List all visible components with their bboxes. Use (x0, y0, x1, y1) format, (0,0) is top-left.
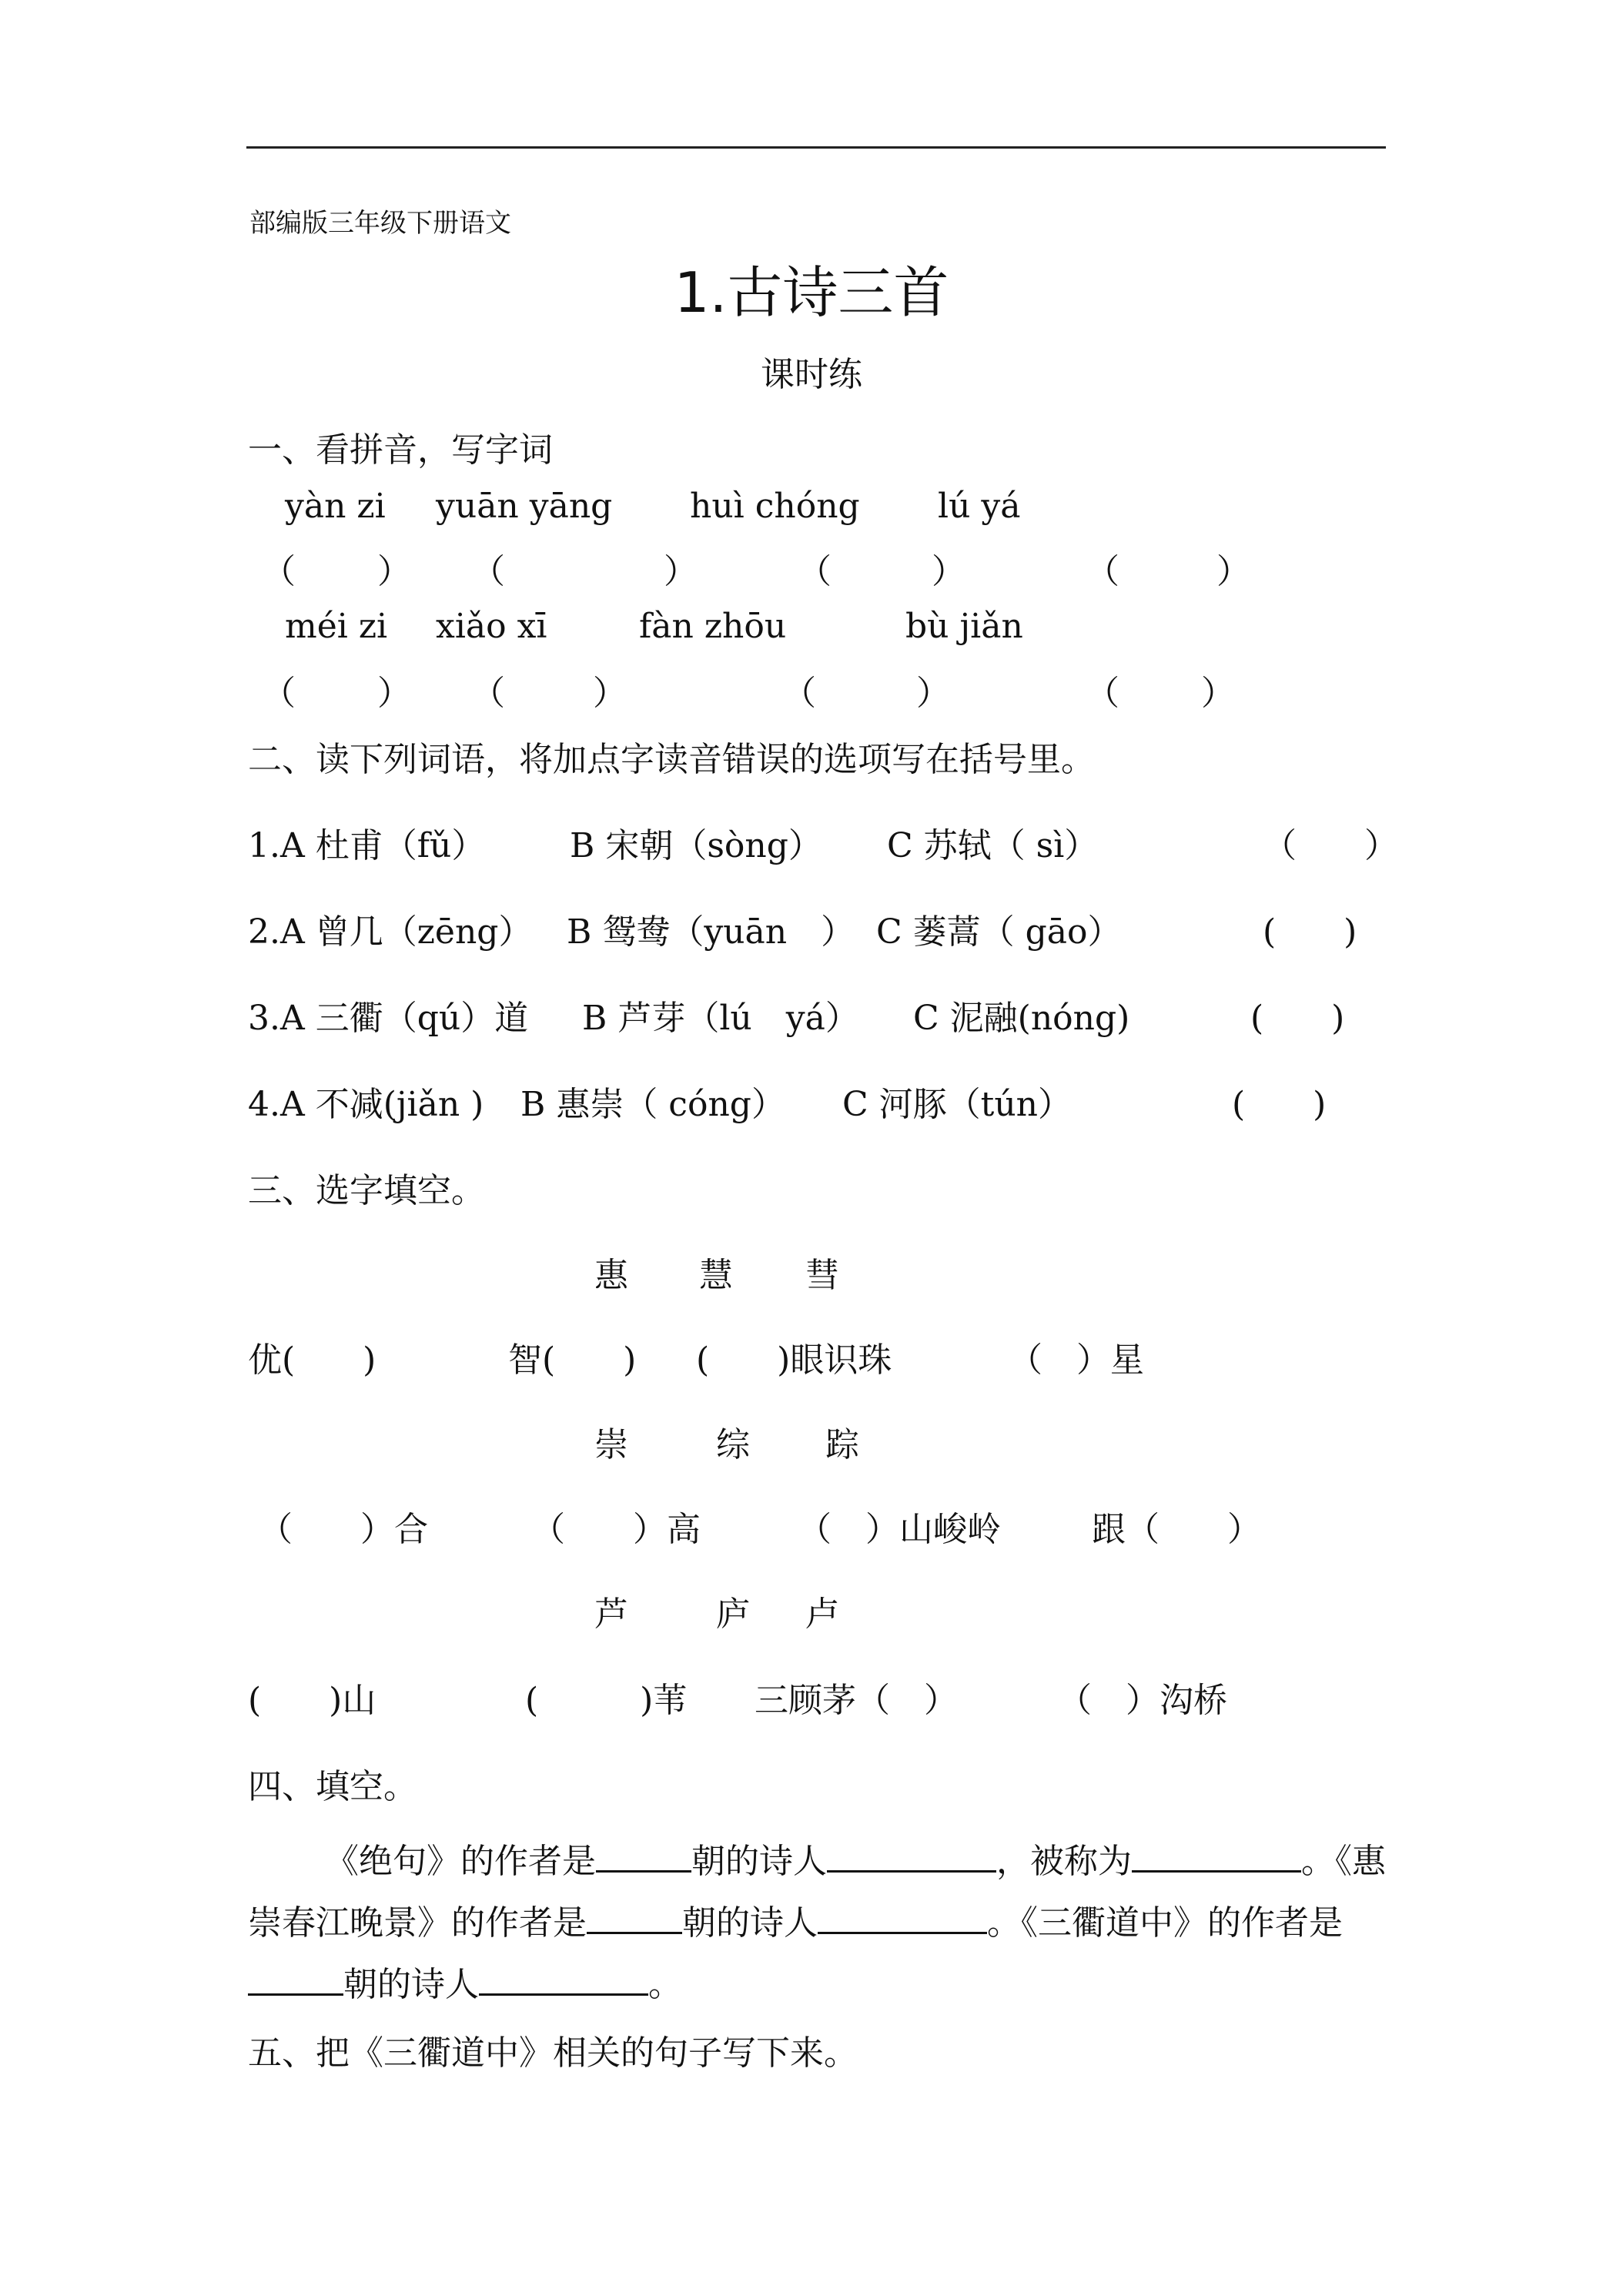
pinyin-item: bù jiǎn (905, 607, 1023, 646)
question-option: 3.A 三衢（qú）道 (248, 999, 529, 1038)
section1-heading: 一、看拼音，写字词 (248, 430, 553, 470)
question-option: B 宋朝（sòng） (570, 826, 822, 865)
answer-paren-close: ） (377, 674, 411, 713)
fill-item: ( )苇 (525, 1681, 688, 1720)
fill-item: 智( ) (508, 1340, 637, 1380)
section4-heading: 四、填空。 (248, 1767, 417, 1806)
fill-text: 朝的诗人 (682, 1903, 818, 1943)
top-rule (246, 146, 1386, 149)
answer-paren-open: （ (262, 552, 296, 591)
answer-paren-close: ） (664, 552, 698, 591)
answer-paren-open: （ (1086, 552, 1119, 591)
question-option: B 芦芽（lú yá） (582, 999, 859, 1038)
answer-blank[interactable] (827, 1839, 996, 1873)
choice-char: 崇 (594, 1425, 628, 1464)
answer-paren-open: （ (262, 674, 296, 713)
fill-text: ，被称为 (996, 1842, 1132, 1881)
section5-heading: 五、把《三衢道中》相关的句子写下来。 (248, 2033, 858, 2073)
answer-blank[interactable] (587, 1901, 682, 1934)
fill-text: 《绝句》的作者是 (325, 1842, 596, 1881)
answer-blank[interactable] (479, 1963, 648, 1996)
answer-paren-open: （ (798, 552, 832, 591)
answer-paren-close: ） (377, 552, 411, 591)
fill-item: 跟（ ） (1092, 1510, 1261, 1549)
answer-paren-open: （ (471, 674, 505, 713)
question-option: C 泥融(nóng) (913, 999, 1130, 1038)
answer-blank[interactable] (818, 1901, 987, 1934)
fill-text: 。《惠崇春江晚景》的作者是 (248, 1842, 1386, 1943)
fill-item: 三顾茅（ ） (755, 1681, 958, 1720)
pinyin-item: yàn zi (285, 487, 386, 526)
question-option: 4.A 不减(jiǎn ) (248, 1085, 484, 1124)
pinyin-item: fàn zhōu (639, 607, 787, 646)
section3-heading: 三、选字填空。 (248, 1171, 485, 1210)
choice-char: 踪 (825, 1425, 859, 1464)
answer-paren: ( ) (1250, 999, 1345, 1038)
choice-char: 庐 (716, 1595, 750, 1634)
answer-paren-open: （ (1086, 674, 1119, 713)
fill-text: 。 (648, 1965, 682, 2004)
answer-paren-open: （ (471, 552, 505, 591)
fill-item: （ ）合 (259, 1510, 428, 1549)
fill-item: 优( ) (248, 1340, 376, 1380)
question-option: B 鸳鸯（yuān ） (567, 912, 855, 952)
answer-paren-close: ） (1201, 674, 1235, 713)
section2-heading: 二、读下列词语，将加点字读音错误的选项写在括号里。 (248, 740, 1095, 779)
page-title: 1.古诗三首 (674, 260, 949, 325)
choice-char: 芦 (594, 1595, 628, 1634)
answer-blank[interactable] (248, 1963, 343, 1996)
question-option: B 惠崇（ cóng） (520, 1085, 785, 1124)
answer-paren-open: （ (782, 674, 816, 713)
answer-paren: ( ) (1263, 912, 1357, 952)
choice-char: 卢 (805, 1595, 839, 1634)
fill-text: 朝的诗人 (343, 1965, 479, 2004)
fill-item: （ ）沟桥 (1058, 1681, 1227, 1720)
pinyin-item: yuān yāng (436, 487, 613, 526)
question-option: 1.A 杜甫（fǔ） (248, 826, 486, 865)
answer-paren-close: ） (1216, 552, 1250, 591)
choice-char: 彗 (805, 1256, 839, 1295)
fill-item: ( )山 (248, 1681, 376, 1720)
answer-paren-close: ） (916, 674, 950, 713)
fill-text: 朝的诗人 (691, 1842, 827, 1881)
answer-paren: ( ) (1232, 1085, 1327, 1124)
answer-blank[interactable] (596, 1839, 691, 1873)
edition-label: 部编版三年级下册语文 (249, 208, 511, 239)
choice-char: 惠 (594, 1256, 628, 1295)
answer-paren-close: ） (593, 674, 627, 713)
pinyin-item: lú yá (938, 487, 1021, 526)
fill-item: （ ）星 (1009, 1340, 1144, 1380)
answer-blank[interactable] (1132, 1839, 1301, 1873)
pinyin-item: méi zi (285, 607, 388, 646)
fill-item: （ ）山峻岭 (798, 1510, 1001, 1549)
pinyin-item: huì chóng (690, 487, 860, 526)
question-option: C 苏轼（ sì） (887, 826, 1099, 865)
question-option: C 河豚（tún） (842, 1085, 1073, 1124)
answer-paren-close: ） (932, 552, 965, 591)
pinyin-item: xiǎo xī (436, 607, 547, 646)
answer-paren: （ ） (1263, 826, 1398, 865)
fill-text: 。《三衢道中》的作者是 (987, 1903, 1343, 1943)
question-option: 2.A 曾几（zēng） (248, 912, 533, 952)
fill-item: （ ）高 (531, 1510, 701, 1549)
choice-char: 综 (716, 1425, 750, 1464)
question-option: C 蒌蒿（ gāo） (876, 912, 1122, 952)
fill-blank-paragraph (248, 1831, 1387, 2016)
choice-char: 慧 (699, 1256, 733, 1295)
page-subtitle: 课时练 (761, 355, 862, 394)
fill-item: ( )眼识珠 (696, 1340, 892, 1380)
